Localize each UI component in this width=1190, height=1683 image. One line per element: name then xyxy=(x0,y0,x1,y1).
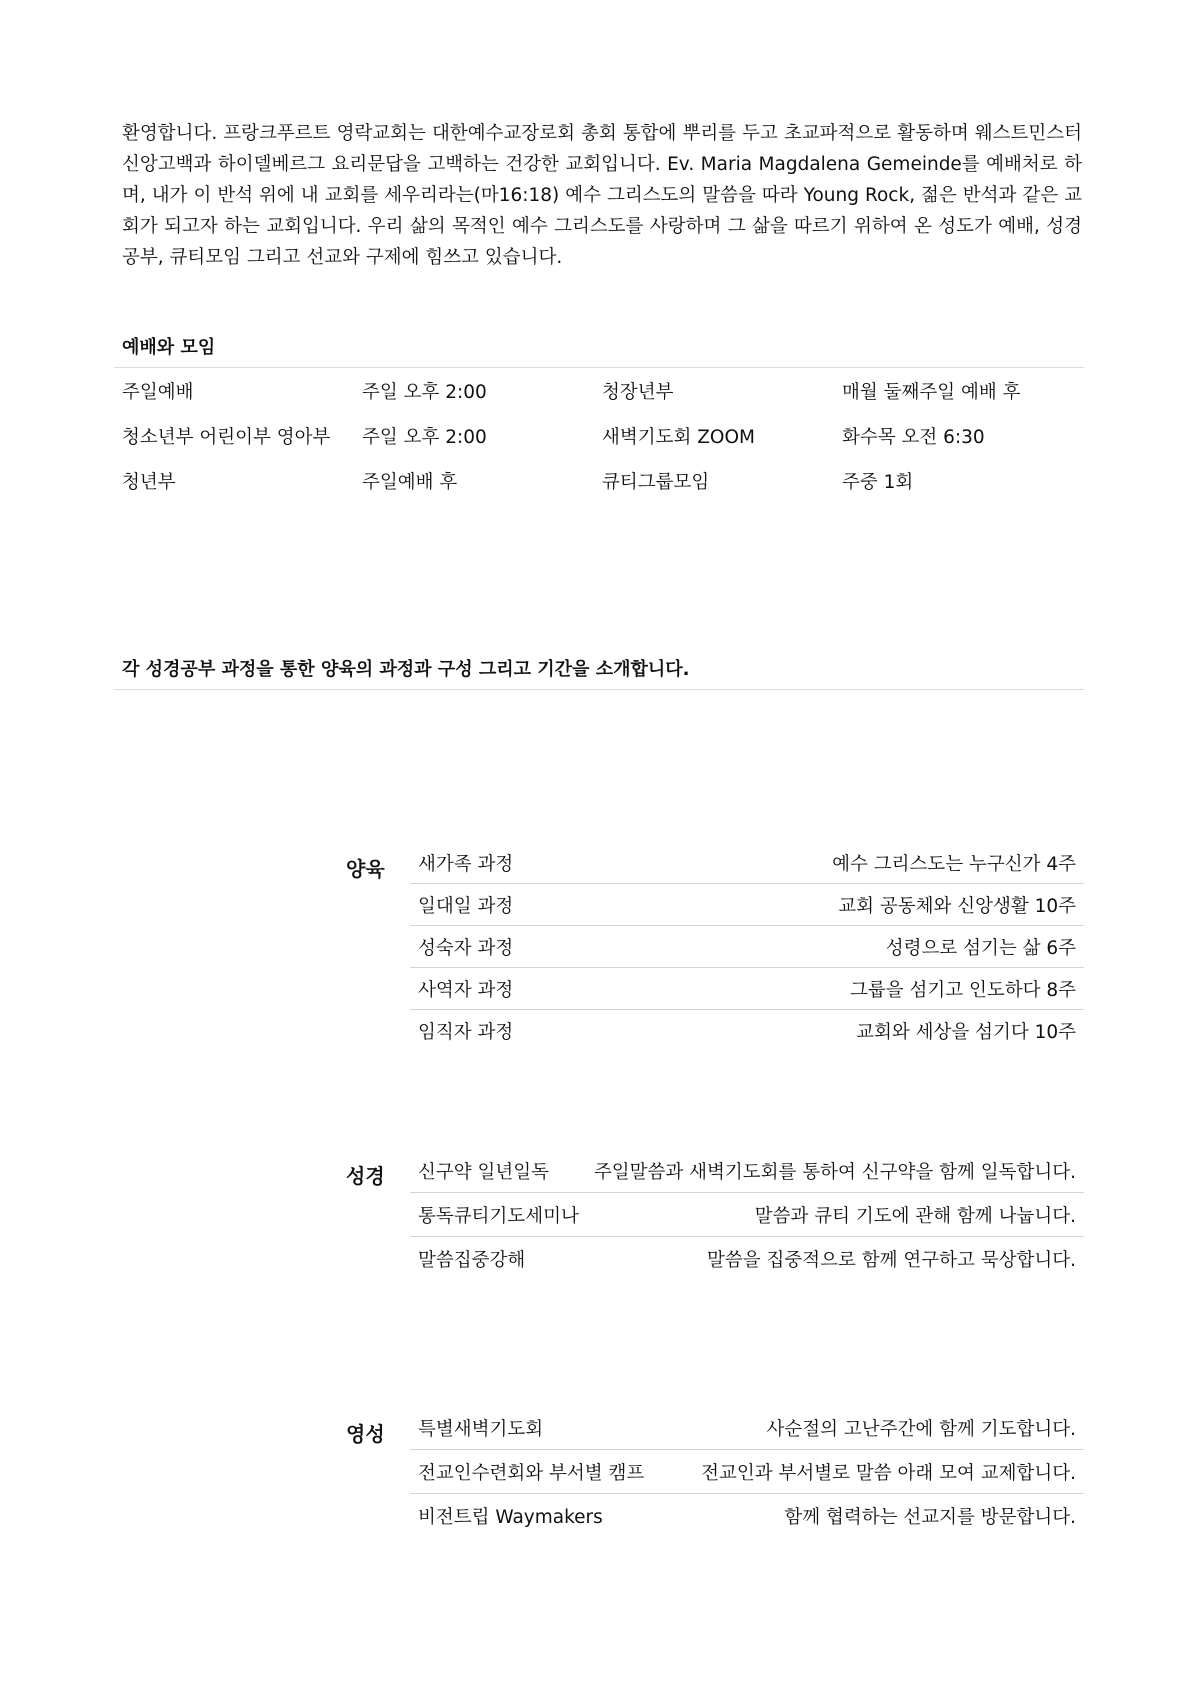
course-desc: 그룹을 섬기고 인도하다 8주 xyxy=(850,979,1076,1001)
list-item xyxy=(410,884,1084,926)
list-item xyxy=(410,1010,1084,1052)
section-title: 양육 xyxy=(346,857,385,881)
course-name: 통독큐티기도세미나 xyxy=(418,1205,579,1227)
worship-cell: 주일예배 후 xyxy=(362,471,458,493)
course-desc: 사순절의 고난주간에 함께 기도합니다. xyxy=(766,1418,1076,1440)
study-heading: 각 성경공부 과정을 통한 양육의 과정과 구성 그리고 기간을 소개합니다. xyxy=(122,659,690,680)
section-rows xyxy=(410,842,1084,1052)
worship-cell: 청년부 xyxy=(122,471,176,493)
section-title: 성경 xyxy=(346,1164,385,1188)
worship-cell: 청장년부 xyxy=(602,381,674,403)
section-rows xyxy=(410,1149,1084,1281)
course-name: 특별새벽기도회 xyxy=(418,1418,544,1440)
list-item xyxy=(410,1450,1084,1494)
course-desc: 함께 협력하는 선교지를 방문합니다. xyxy=(784,1507,1076,1528)
worship-cell: 주일 오후 2:00 xyxy=(362,426,487,448)
course-desc: 교회 공동체와 신앙생활 10주 xyxy=(838,895,1076,917)
course-name: 사역자 과정 xyxy=(418,979,514,1001)
course-name: 신구약 일년일독 xyxy=(418,1161,549,1183)
worship-row xyxy=(122,458,1082,503)
study-divider xyxy=(114,689,1084,690)
worship-heading: 예배와 모임 xyxy=(122,337,216,358)
list-item xyxy=(410,1193,1084,1237)
worship-cell: 큐티그룹모임 xyxy=(602,471,710,493)
list-item xyxy=(410,1149,1084,1193)
worship-table xyxy=(122,368,1082,503)
course-name: 새가족 과정 xyxy=(418,853,514,875)
course-desc: 말씀과 큐티 기도에 관해 함께 나눕니다. xyxy=(754,1205,1076,1227)
list-item xyxy=(410,842,1084,884)
course-name: 비전트립 Waymakers xyxy=(418,1507,603,1528)
course-name: 임직자 과정 xyxy=(418,1022,514,1043)
course-desc: 성령으로 섬기는 삶 6주 xyxy=(885,937,1076,959)
course-desc: 전교인과 부서별로 말씀 아래 모여 교제합니다. xyxy=(701,1462,1076,1484)
list-item xyxy=(410,926,1084,968)
intro-paragraph: 환영합니다. 프랑크푸르트 영락교회는 대한예수교장로회 총회 통합에 뿌리를 두고 초교파적으로 활동하며 웨스트민스터 신앙고백과 하이델베르그 요리문답을 고백하는 건강한 교회입니다. Ev. Maria Magdalena Gemeinde를 예배처로 하며, 내가 이 반석 위에 내 교회를 세우리라는(마16:18) 예수 그리스도의 말씀을 따라 Young Rock, 젊은 반석과 같은 교회가 되고자 하는 교회입니다. 우리 삶의 목적인 예수 그리스도를 사랑하며 그 삶을 따르기 위하여 온 성도가 예배, 성경공부, 큐티모임 그리고 선교와 구제에 힘쓰고 있습니다. xyxy=(122,123,1082,268)
course-desc: 예수 그리스도는 누구신가 4주 xyxy=(832,853,1076,875)
course-name: 전교인수련회와 부서별 캠프 xyxy=(418,1462,645,1484)
list-item xyxy=(410,1237,1084,1281)
worship-cell: 주중 1회 xyxy=(842,471,914,493)
list-item xyxy=(410,968,1084,1010)
worship-cell: 주일 오후 2:00 xyxy=(362,381,487,403)
course-desc: 말씀을 집중적으로 함께 연구하고 묵상합니다. xyxy=(707,1250,1076,1271)
course-desc: 교회와 세상을 섬기다 10주 xyxy=(856,1022,1076,1043)
worship-cell: 새벽기도회 ZOOM xyxy=(602,426,755,448)
course-name: 성숙자 과정 xyxy=(418,937,514,959)
course-name: 일대일 과정 xyxy=(418,895,514,917)
worship-row xyxy=(122,368,1082,413)
worship-cell: 매월 둘째주일 예배 후 xyxy=(842,381,1021,403)
list-item xyxy=(410,1406,1084,1450)
worship-row xyxy=(122,413,1082,458)
worship-cell: 주일예배 xyxy=(122,381,194,403)
course-desc: 주일말씀과 새벽기도회를 통하여 신구약을 함께 일독합니다. xyxy=(593,1161,1076,1183)
section-rows xyxy=(410,1406,1084,1538)
section-title: 영성 xyxy=(346,1422,385,1446)
course-name: 말씀집중강해 xyxy=(418,1250,526,1271)
worship-cell: 청소년부 어린이부 영아부 xyxy=(122,426,331,448)
worship-cell: 화수목 오전 6:30 xyxy=(842,426,985,448)
list-item xyxy=(410,1494,1084,1538)
